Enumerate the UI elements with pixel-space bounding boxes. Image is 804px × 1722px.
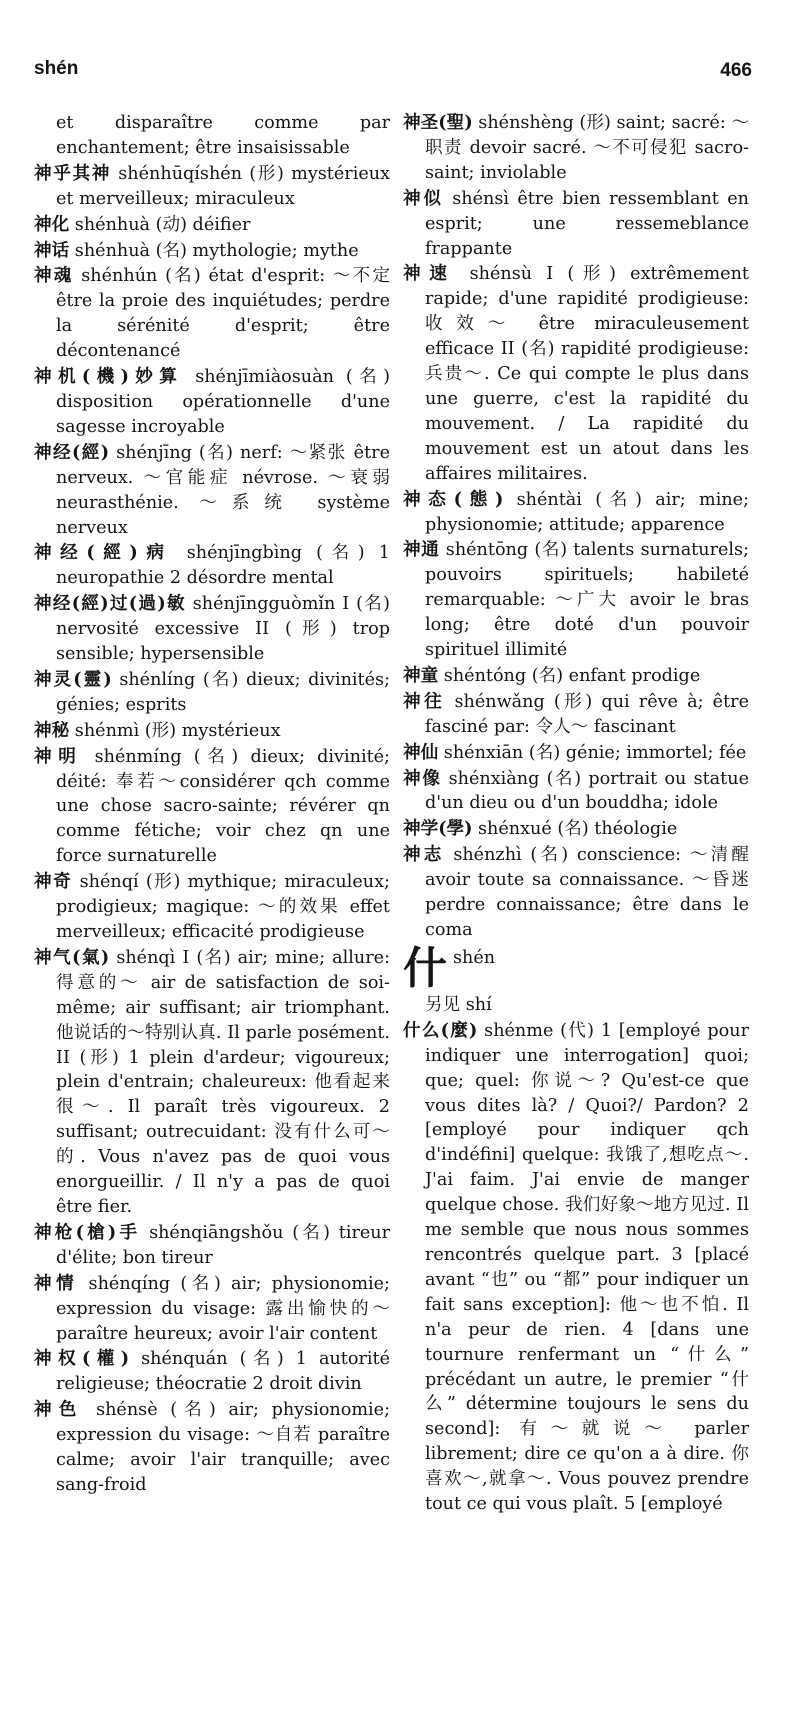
dictionary-entry xyxy=(403,741,749,766)
entry-headword: 神气(氣) xyxy=(34,946,110,968)
entry-definition: shénhuà (动) déifier xyxy=(69,214,251,235)
entry-definition: shénqiāngshǒu (名) tireur d'élite; bon tireur xyxy=(56,1222,391,1268)
entry-headword: 神经(經)过(過)敏 xyxy=(34,593,186,615)
entry-headword: 神奇 xyxy=(34,871,73,893)
entry-headword: 神志 xyxy=(403,844,445,866)
entry-definition: shénsè (名) air; physionomie; expression du visage: ～自若 paraître calme; avoir l'air tranquille; avec sang-froid xyxy=(56,1400,390,1495)
entry-headword: 神话 xyxy=(34,239,70,261)
entry-definition: shénxué (名) théologie xyxy=(472,819,678,840)
right-column xyxy=(403,111,749,1518)
entry-headword: 神圣(聖) xyxy=(403,112,473,133)
entry-definition: shéntài (名) air; mine; physionomie; attitude; apparence xyxy=(425,489,749,535)
entry-headword: 神灵(靈) xyxy=(34,668,112,690)
page-number: 466 xyxy=(720,60,752,81)
entry-headword: 神化 xyxy=(34,213,70,235)
entry-headword: 神经(經)病 xyxy=(34,542,173,564)
dictionary-entry xyxy=(34,592,390,667)
entry-headword: 神乎其神 xyxy=(34,162,112,184)
entry-headword: 神色 xyxy=(34,1399,84,1421)
entry-definition: shénqíng (名) air; physionomie; expression du visage: 露出愉快的～ paraître heureux; avoir l'air content xyxy=(56,1273,390,1344)
dictionary-entry xyxy=(34,264,390,364)
entry-headword: 神情 xyxy=(34,1272,79,1294)
dictionary-entry xyxy=(34,719,390,744)
entry-definition: shénhuà (名) mythologie; mythe xyxy=(69,240,359,261)
entry-headword: 神明 xyxy=(34,745,83,767)
entry-definition: shénjīmiàosuàn (名) disposition opérationnelle d'une sagesse incroyable xyxy=(56,367,390,437)
left-column xyxy=(34,111,390,1499)
dictionary-entry xyxy=(34,541,390,591)
entry-definition: shénhūqíshén (形) mystérieux et merveilleux; miraculeux xyxy=(56,163,390,209)
entry-definition: shénme (代) 1 [employé pour indiquer une interrogation] quoi; que; quel: 你说～? Qu'est-ce que vous dites là? / Quoi?/ Pardon? 2 [employé pour indiquer qch d'indéfini] quelque: 我饿了,想吃点～. J'ai faim. J'ai envie de manger quelque chose. 我们好象～地方见过. Il me semble que nous nous sommes rencontrés quelque part. 3 [placé avant “也” ou “都” pour indiquer un fait sans exception]: 他～也不怕. Il n'a peur de rien. 4 [dans une tournure renfermant un “什么” précédant un autre, le premier “什么” détermine toujours le sens du second]: 有～就说～ parler librement; dire ce qu'on a à dire. 你喜欢～,就拿～. Vous pouvez prendre tout ce qui vous plaît. 5 [employé xyxy=(425,1020,749,1515)
dictionary-entry xyxy=(34,162,390,212)
entry-headword: 神学(學) xyxy=(403,818,473,840)
dictionary-entry xyxy=(34,1221,390,1271)
dictionary-entry xyxy=(34,870,390,945)
head-character-pinyin: shén xyxy=(453,947,496,968)
dictionary-entry xyxy=(34,365,390,440)
entry-definition: shénsì être bien ressemblant en esprit; une ressemeblance frappante xyxy=(425,188,749,259)
dictionary-entry xyxy=(34,1398,390,1498)
dictionary-entry xyxy=(403,817,749,842)
dictionary-entry xyxy=(34,668,390,718)
dictionary-entry xyxy=(34,239,390,264)
dictionary-entry xyxy=(34,745,390,870)
dictionary-entry xyxy=(403,690,749,740)
entry-definition: shéntóng (名) enfant prodige xyxy=(438,665,701,686)
dictionary-entry xyxy=(403,538,749,663)
entry-headword: 神枪(槍)手 xyxy=(34,1221,141,1243)
dictionary-entry xyxy=(403,664,749,689)
dictionary-entry xyxy=(34,441,390,541)
entry-headword: 神态(態) xyxy=(403,488,504,510)
entry-definition: shénquán (名) 1 autorité religieuse; théocratie 2 droit divin xyxy=(56,1349,390,1395)
dictionary-entry xyxy=(403,993,749,1018)
dictionary-entry xyxy=(403,488,749,538)
entry-headword: 神经(經) xyxy=(34,441,110,463)
entry-definition: shéntōng (名) talents surnaturels; pouvoirs spirituels; habileté remarquable: ～广大 avoir le bras long; être doté d'un pouvoir spirituel illimité xyxy=(425,540,749,661)
entry-definition: shénshèng (形) saint; sacré: ～职责 devoir sacré. ～不可侵犯 sacro-saint; inviolable xyxy=(425,113,749,183)
entry-definition: shénwǎng (形) qui rêve à; être fasciné par: 令人～ fascinant xyxy=(425,691,749,737)
dictionary-entry xyxy=(403,1019,749,1517)
dictionary-entry xyxy=(34,111,390,161)
entry-definition: shénxiān (名) génie; immortel; fée xyxy=(438,742,747,763)
entry-definition: shénhún (名) état d'esprit: ～不定 être la proie des inquiétudes; perdre la sérénité d'esprit; être décontenancé xyxy=(56,266,390,362)
entry-definition: shénlíng (名) dieux; divinités; génies; esprits xyxy=(56,669,390,715)
entry-definition: shénjīng (名) nerf: ～紧张 être nerveux. ～官能症 névrose. ～衰弱 neurasthénie. ～系统 système nerveux xyxy=(56,442,390,538)
entry-headword: 什么(麼) xyxy=(403,1019,478,1041)
entry-definition: shénqì I (名) air; mine; allure: 得意的～ air de satisfaction de soi-même; air suffisant; air triomphant. 他说话的～特别认真. Il parle posément. II (形) 1 plein d'ardeur; vigoureux; plein d'entrain; chaleureux: 他看起来很～. Il paraît très vigoureux. 2 suffisant; outrecuidant: 没有什么可～的. Vous n'avez pas de quoi vous enorgueillir. / Il n'y a pas de quoi être fier. xyxy=(56,947,390,1217)
entry-headword: 神权(權) xyxy=(34,1348,130,1370)
entry-headword: 神通 xyxy=(403,539,440,561)
character-heading xyxy=(403,942,749,994)
head-character: 什 xyxy=(403,942,447,994)
running-head: shén xyxy=(34,58,79,79)
entry-definition: shénqí (形) mythique; miraculeux; prodigieux; magique: ～的效果 effet merveilleux; efficacité prodigieuse xyxy=(56,872,390,942)
entry-definition: 另见 shí xyxy=(425,994,492,1015)
dictionary-entry xyxy=(403,262,749,486)
dictionary-entry xyxy=(34,213,390,238)
entry-definition: et disparaître comme par enchantement; être insaisissable xyxy=(56,113,390,158)
entry-headword: 神速 xyxy=(403,263,456,285)
dictionary-entry xyxy=(403,767,749,817)
dictionary-entry xyxy=(403,111,749,186)
dictionary-entry xyxy=(34,1272,390,1347)
entry-headword: 神机(機)妙算 xyxy=(34,366,184,388)
entry-definition: shénjīngbìng (名) 1 neuropathie 2 désordre mental xyxy=(56,543,390,589)
entry-definition: shénsù I (形) extrêmement rapide; d'une rapidité prodigieuse: 收效～ être miraculeusement efficace II (名) rapidité prodigieuse: 兵贵～. Ce qui compte le plus dans une guerre, c'est la rapidité du mouvement. / La rapidité du mouvement est un atout dans les affaires militaires. xyxy=(425,264,749,484)
entry-headword: 神魂 xyxy=(34,265,74,287)
entry-headword: 神像 xyxy=(403,767,442,789)
entry-headword: 神往 xyxy=(403,690,446,712)
entry-definition: shénzhì (名) conscience: ～清醒 avoir toute sa connaissance. ～昏迷 perdre connaissance; être dans le coma xyxy=(425,845,749,940)
entry-definition: shénmì (形) mystérieux xyxy=(69,720,281,741)
entry-definition: shénjīngguòmǐn I (名) nervosité excessive II (形) trop sensible; hypersensible xyxy=(56,594,390,665)
entry-headword: 神似 xyxy=(403,187,444,209)
dictionary-entry xyxy=(403,843,749,943)
entry-headword: 神仙 xyxy=(403,741,439,763)
entry-definition: shénxiàng (名) portrait ou statue d'un dieu ou d'un bouddha; idole xyxy=(425,768,749,814)
dictionary-entry xyxy=(403,187,749,262)
entry-headword: 神秘 xyxy=(34,719,70,741)
dictionary-entry xyxy=(34,1347,390,1397)
entry-definition: shénmíng (名) dieux; divinité; déité: 奉若～considérer qch comme une chose sacro-sainte; révérer qn comme fétiche; voir chez qn une force surnaturelle xyxy=(56,746,390,867)
dictionary-entry xyxy=(34,946,390,1220)
entry-headword: 神童 xyxy=(403,664,439,686)
